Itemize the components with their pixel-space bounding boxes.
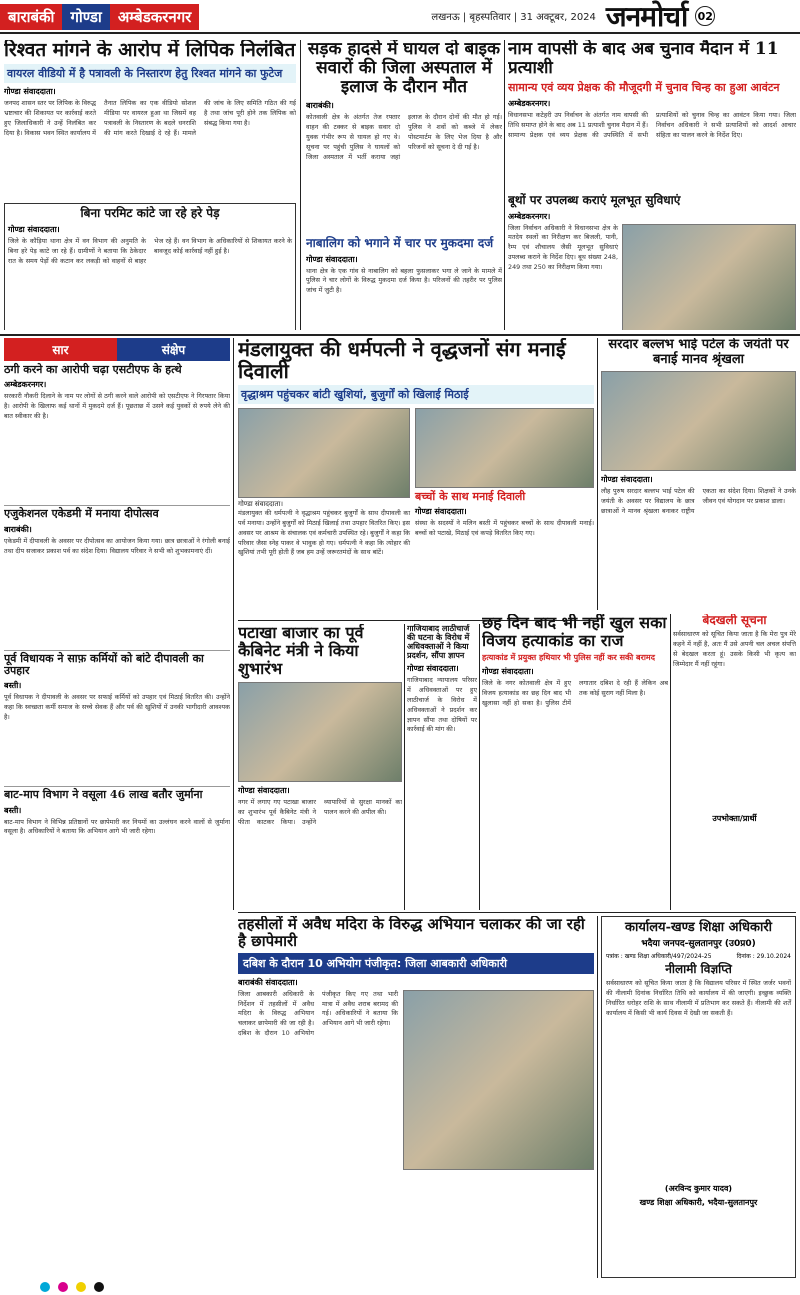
article-body: जिला आबकारी अधिकारी के निर्देशन में तहसीलों में अवैध मदिरा के विरुद्ध अभियान चलाकर छापेमारी की जा रही है। दबिश के दौरान 10 अभियोग पंजीकृत किए गए तथा भारी मात्रा में अवैध शराब बरामद की गई। अधिकारियों ने बताया कि अभियान आगे भी जारी रहेगा। <box>238 989 398 1038</box>
notice-signature: उपभोक्ता/प्रार्थी <box>712 814 757 824</box>
article-body: गाजियाबाद न्यायालय परिसर में अधिवक्ताओं पर हुए लाठीचार्ज के विरोध में अधिवक्ताओं ने प्रदर्शन कर ज्ञापन सौंपा तथा दोषियों पर कार्रवाई की मांग की। <box>407 675 477 734</box>
reference-number: पत्रांक : खण्ड शिक्षा अधिकारी/497/2024-25 <box>606 952 712 960</box>
brief-byline: बस्ती। <box>4 805 22 815</box>
headline: नाम वापसी के बाद अब चुनाव मैदान में 11 प्रत्याशी <box>508 40 779 79</box>
article-election-candidates <box>508 40 796 330</box>
box-headline: नाबालिग को भगाने में चार पर मुकदमा दर्ज <box>306 236 494 251</box>
byline: अम्बेडकरनगर। <box>508 99 551 109</box>
signatory-designation: खण्ड शिक्षा अधिकारी, भदैया-सुलतानपुर <box>639 1197 758 1207</box>
article-body: नगर में लगाए गए पटाखा बाजार का शुभारंभ पूर्व कैबिनेट मंत्री ने फीता काटकर किया। उन्होंने व्यापारियों से सुरक्षा मानकों का पालन करने की अपील की। <box>238 797 402 826</box>
brief-headline: बाट-माप विभाग ने वसूला 46 लाख बतौर जुर्माना <box>4 788 203 802</box>
headline: रिश्वत मांगने के आरोप में लिपिक निलंबित <box>4 40 296 61</box>
notice-body: सर्वसाधारण को सूचित किया जाता है कि विद्यालय परिसर में स्थित जर्जर भवनों की नीलामी दिनांक निर्धारित तिथि को कार्यालय में की जाएगी। इच्छुक व्यक्ति निर्धारित धरोहर राशि के साथ नीलामी में प्रतिभाग कर सकते हैं। नीलामी की शर्तें कार्यालय में किसी भी कार्य दिवस में देखी जा सकती हैं। <box>606 978 791 1017</box>
box-body: जिला निर्वाचन अधिकारी ने विधानसभा क्षेत्र के मतदेय स्थलों का निरीक्षण कर बिजली, पानी, रैम्प एवं शौचालय जैसी मूलभूत सुविधाएं उपलब्ध कराने के निर्देश दिए। बूथ संख्या 248, 249 तथा 250 का निरीक्षण किया गया। <box>508 223 618 272</box>
brief-byline: बाराबंकी। <box>4 524 32 534</box>
boxed-story <box>306 237 502 330</box>
article-body: कोतवाली क्षेत्र के अंतर्गत तेज रफ्तार वाहन की टक्कर से बाइक सवार दो युवक गंभीर रूप से घायल हो गए थे। सूचना पर पहुंची पुलिस ने घायलों को जिला अस्पताल में भर्ती कराया जहां इलाज के दौरान दोनों की मौत हो गई। पुलिस ने शवों को कब्जे में लेकर पोस्टमार्टम के लिए भेज दिया है और परिजनों को सूचना दे दी गई है। <box>306 113 502 161</box>
office-location: भदैया जनपद-सुलतानपुर (उ0प्र0) <box>641 938 756 949</box>
box-byline: गोण्डा संवाददाता। <box>306 254 358 264</box>
article-body: मंडलायुक्त की धर्मपत्नी ने वृद्धाश्रम पहुंचकर बुजुर्गों के साथ दीपावली का पर्व मनाया। उन्होंने बुजुर्गों को मिठाई खिलाई तथा उपहार वितरित किए। इस अवसर पर आश्रम के संचालक एवं कर्मचारी उपस्थित रहे। बुजुर्गों ने कहा कि परिवार जैसा स्नेह पाकर वे भावुक हो गए। धर्मपत्नी ने कहा कि त्योहार की खुशियां तभी पूरी होती हैं जब हम उन्हें जरूरतमंदों के साथ बांटें। <box>238 508 410 557</box>
brief-body: सरकारी नौकरी दिलाने के नाम पर लोगों से ठगी करने वाले आरोपी को एसटीएफ ने गिरफ्तार किया है। आरोपी के खिलाफ कई थानों में मुकदमे दर्ज हैं। पूछताछ में उसने कई युवकों से रुपये लेने की बात स्वीकार की है। <box>4 392 230 421</box>
brief-byline: बस्ती। <box>4 681 22 691</box>
print-registration-marks <box>40 1282 104 1292</box>
masthead <box>0 0 800 34</box>
article-body: जिले के नगर कोतवाली क्षेत्र में हुए विजय हत्याकांड का छह दिन बाद भी खुलासा नहीं हो सका है। पुलिस टीमें लगातार दबिश दे रही हैं लेकिन अब तक कोई सुराग नहीं मिला है। <box>482 678 668 707</box>
subheadline: वृद्धाश्रम पहुंचकर बांटी खुशियां, बुजुर्गों को खिलाई मिठाई <box>238 385 594 404</box>
subheadline: दबिश के दौरान 10 अभियोग पंजीकृत: जिला आबकारी अधिकारी <box>238 953 594 974</box>
headline: तहसीलों में अवैध मदिरा के विरुद्ध अभियान चलाकर की जा रही है छापेमारी <box>238 916 585 950</box>
section-tab-ambedkarnagar[interactable]: अम्बेडकरनगर <box>110 4 200 30</box>
box-byline: गोण्डा संवाददाता। <box>8 224 60 234</box>
byline: गोण्डा संवाददाता। <box>407 663 459 673</box>
brief-headline: ठगी करने का आरोपी चढ़ा एसटीएफ के हत्थे <box>4 363 182 376</box>
notice-body: सर्वसाधारण को सूचित किया जाता है कि मेरा पुत्र मेरे कहने में नहीं है, अतः मैं उसे अपनी चल अचल संपत्ति से बेदखल करता हूं। उसके किसी भी कृत्य का जिम्मेदार मैं नहीं रहूंगा। <box>673 630 796 669</box>
box-body: थाना क्षेत्र के एक गांव से नाबालिग को बहला फुसलाकर भगा ले जाने के मामले में पुलिस ने चार लोगों के विरुद्ध मुकदमा दर्ज किया है। परिजनों की तहरीर पर पुलिस जांच में जुटी है। <box>306 266 502 295</box>
headline: मंडलायुक्त की धर्मपत्नी ने वृद्धजनों संग मनाई दिवाली <box>238 338 566 384</box>
subheadline: वायरल वीडियो में है पत्रावली के निस्तारण हेतु रिश्वत मांगने का फुटेज <box>4 64 296 83</box>
headline: गाजियाबाद लाठीचार्ज की घटना के विरोध में अधिवक्ताओं ने किया प्रदर्शन, सौंपा ज्ञापन <box>407 624 470 660</box>
yellow-mark <box>76 1282 86 1292</box>
box-body: जिले के कौड़िया थाना क्षेत्र में वन विभाग की अनुमति के बिना हरे पेड़ काटे जा रहे हैं। ग्रामीणों ने बताया कि ठेकेदार रात के समय पेड़ों की कटान कर लकड़ी को वाहनों से बाहर भेज रहे हैं। वन विभाग के अधिकारियों से शिकायत करने के बावजूद कोई कार्रवाई नहीं हुई है। <box>8 236 292 265</box>
byline: बाराबंकी संवाददाता। <box>238 977 298 987</box>
brief-tab-sankshep: संक्षेप <box>117 338 230 361</box>
article-body: लौह पुरुष सरदार बल्लभ भाई पटेल की जयंती के अवसर पर विद्यालय के छात्र छात्राओं ने मानव श्रृंखला बनाकर राष्ट्रीय एकता का संदेश दिया। शिक्षकों ने उनके जीवन एवं योगदान पर प्रकाश डाला। <box>601 487 796 515</box>
subheadline: हत्याकांड में प्रयुक्त हथियार भी पुलिस नहीं कर सकी बरामद <box>482 652 655 662</box>
brief-news-column <box>4 338 230 910</box>
box-byline: अम्बेडकरनगर। <box>508 211 551 221</box>
signatory-name: (अरविन्द कुमार यादव) <box>664 1183 733 1193</box>
section-tab-barabanki[interactable]: बाराबंकी <box>0 4 62 30</box>
auction-notice <box>601 916 796 1278</box>
black-mark <box>94 1282 104 1292</box>
notice-title: नीलामी विज्ञप्ति <box>665 961 732 976</box>
byline: गोण्डा संवाददाता। <box>601 475 653 485</box>
article-body: विधानसभा कटेहरी उप निर्वाचन के अंतर्गत नाम वापसी की तिथि समाप्त होने के बाद अब 11 प्रत्याशी चुनाव मैदान में हैं। सामान्य प्रेक्षक एवं व्यय प्रेक्षक की उपस्थिति में सभी प्रत्याशियों को चुनाव चिन्ह का आवंटन किया गया। जिला निर्वाचन अधिकारी ने सभी प्रत्याशियों को आदर्श आचार संहिता का पालन करने के निर्देश दिए। <box>508 111 796 139</box>
photo-elderly-celebration <box>415 408 594 488</box>
byline: गोण्डा संवाददाता। <box>482 666 534 676</box>
cyan-mark <box>40 1282 50 1292</box>
brief-body: बाट-माप विभाग ने विभिन्न प्रतिष्ठानों पर छापेमारी कर नियमों का उल्लंघन करने वालों से जुर्माना वसूला है। अधिकारियों ने बताया कि अभियान आगे भी जारी रहेगा। <box>4 817 230 836</box>
notice-eviction <box>673 614 796 910</box>
headline: पटाखा बाजार का पूर्व कैबिनेट मंत्री ने किया शुभारंभ <box>238 624 364 678</box>
article-body: जनपद शासन स्तर पर लिपिक के विरुद्ध भ्रष्टाचार की शिकायत पर कार्रवाई करते हुए जिलाधिकारी ने उन्हें निलंबित कर दिया है। विकास भवन स्थित कार्यालय में तैनात लिपिक का एक वीडियो सोशल मीडिया पर वायरल हुआ था जिसमें वह पत्रावली के निस्तारण के बदले धनराशि की मांग करते दिखाई दे रहे हैं। मामले की जांच के लिए समिति गठित की गई है तथा जांच पूरी होने तक लिपिक को संबद्ध किया गया है। <box>4 99 296 138</box>
section-tab-gonda[interactable]: गोण्डा <box>62 4 109 30</box>
box-byline: गोण्डा संवाददाता। <box>415 507 467 517</box>
box-body: संस्था के सदस्यों ने मलिन बस्ती में पहुंचकर बच्चों के साथ दीपावली मनाई। बच्चों को पटाखे, मिठाई एवं कपड़े वितरित किए गए। <box>415 519 594 538</box>
subheadline: सामान्य एवं व्यय प्रेक्षक की मौजूदगी में चुनाव चिन्ह का हुआ आवंटन <box>508 81 780 95</box>
byline: बाराबंकी। <box>306 101 334 111</box>
magenta-mark <box>58 1282 68 1292</box>
brief-tab-sar: सार <box>4 338 117 361</box>
notice-headline: बेदखली सूचना <box>702 614 767 627</box>
boxed-story <box>4 203 296 330</box>
photo-booth-inspection <box>622 224 796 331</box>
photo-old-age-home <box>238 408 410 498</box>
brief-headline: एजुकेशनल एकेडमी में मनाया दीपोत्सव <box>4 507 159 521</box>
article-clerk-suspended <box>4 40 296 330</box>
article-patel-jayanti <box>601 338 796 610</box>
article-cracker-market <box>238 624 402 910</box>
byline: गोण्डा संवाददाता। <box>4 87 56 97</box>
box-headline: बिना परमिट कांटे जा रहे हरे पेड़ <box>80 206 220 221</box>
photo-cracker-inauguration <box>238 682 402 782</box>
brief-news-header <box>4 338 230 361</box>
article-vijay-murder <box>482 614 668 910</box>
newspaper-logo: जनमोर्चा <box>605 0 688 33</box>
brief-headline: पूर्व विधायक ने साफ़ कर्मियों को बांटे दीपावली का उपहार <box>4 651 204 677</box>
article-road-accident <box>306 40 502 330</box>
box-headline: बच्चों के साथ मनाई दिवाली <box>415 489 526 503</box>
byline: गोण्डा संवाददाता। <box>238 499 284 508</box>
brief-body: पूर्व विधायक ने दीपावली के अवसर पर सफाई कर्मियों को उपहार एवं मिठाई वितरित की। उन्होंने कहा कि स्वच्छता कर्मी समाज के सच्चे सेवक हैं और पर्व की खुशियों में उनकी भागीदारी आवश्यक है। <box>4 693 230 722</box>
office-name: कार्यालय-खण्ड शिक्षा अधिकारी <box>624 920 773 935</box>
headline: सड़क हादसे में घायल दो बाइक सवारों की जिला अस्पताल में इलाज के दौरान मौत <box>307 40 501 98</box>
page-number: 02 <box>695 6 715 26</box>
headline: छह दिन बाद भी नहीं खुल सका विजय हत्याकांड का राज <box>482 614 667 650</box>
brief-byline: अम्बेडकरनगर। <box>4 380 47 390</box>
brief-body: एकेडमी में दीपावली के अवसर पर दीपोत्सव का आयोजन किया गया। छात्र छात्राओं ने रंगोली बनाई तथा दीप सजाकर प्रकाश पर्व का संदेश दिया। विद्यालय परिवार ने सभी को शुभकामनाएं दीं। <box>4 536 230 555</box>
lead-story-diwali <box>238 338 594 618</box>
photo-liquor-raid <box>403 990 594 1170</box>
photo-human-chain <box>601 371 796 471</box>
dateline: लखनऊ | बृहस्पतिवार | 31 अक्टूबर, 2024 <box>431 12 596 23</box>
headline: सरदार बल्लभ भाई पटेल के जयंती पर बनाई मानव श्रृंखला <box>608 338 789 367</box>
article-lawyers-protest <box>407 624 477 910</box>
box-headline: बूथों पर उपलब्ध कराएं मूलभूत सुविधाएं <box>508 193 681 208</box>
article-illicit-liquor <box>238 916 594 1278</box>
notice-date: दिनांक : 29.10.2024 <box>736 952 791 960</box>
byline: गोण्डा संवाददाता। <box>238 785 290 795</box>
